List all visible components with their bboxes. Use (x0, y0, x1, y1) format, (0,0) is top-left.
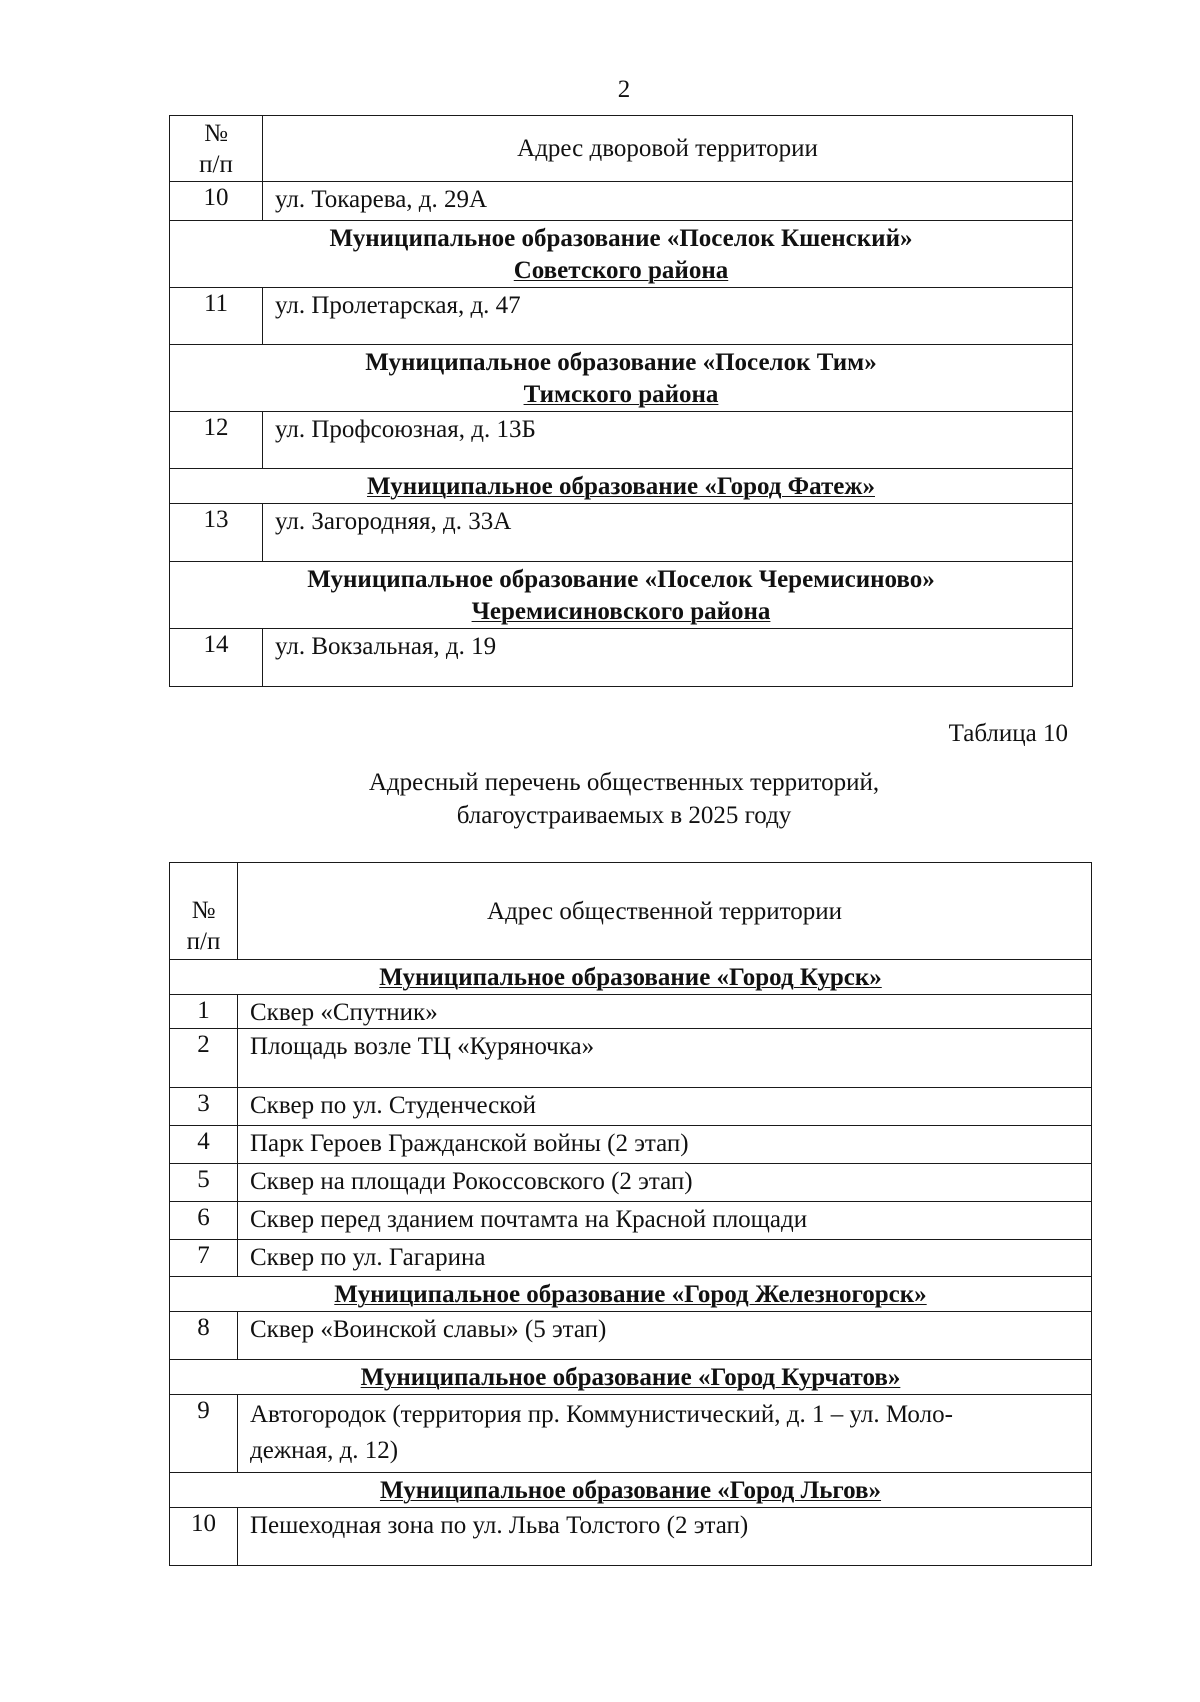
row-num: 10 (170, 1508, 238, 1566)
section-row (170, 469, 1073, 504)
row-address: Сквер «Воинской славы» (5 этап) (238, 1312, 1092, 1360)
table-row (170, 629, 1073, 687)
row-address: Площадь возле ТЦ «Куряночка» (238, 1029, 1092, 1088)
table-row (170, 504, 1073, 562)
yard-territory-table (169, 115, 1073, 687)
row-address: ул. Пролетарская, д. 47 (263, 288, 1073, 345)
row-address: Сквер по ул. Гагарина (238, 1240, 1092, 1277)
section-row (170, 960, 1092, 995)
page-number: 2 (617, 76, 631, 103)
row-address: Пешеходная зона по ул. Льва Толстого (2 этап) (238, 1508, 1092, 1566)
table-row (170, 1508, 1092, 1566)
table-row (170, 412, 1073, 469)
header-num: № п/п (170, 863, 238, 960)
row-num: 14 (170, 629, 263, 687)
row-address: Автогородок (территория пр. Коммунистический, д. 1 – ул. Моло- дежная, д. 12) (238, 1395, 1092, 1473)
caption-line: благоустраиваемых в 2025 году (456, 802, 792, 829)
row-address: ул. Загородняя, д. 33А (263, 504, 1073, 562)
row-num: 13 (170, 504, 263, 562)
table-row (170, 288, 1073, 345)
row-address: Сквер «Спутник» (238, 995, 1092, 1029)
section-row (170, 1277, 1092, 1312)
section-title: Муниципальное образование «Город Железногорск» (170, 1277, 1092, 1312)
header-title: Адрес дворовой территории (263, 116, 1073, 182)
row-address: Парк Героев Гражданской войны (2 этап) (238, 1126, 1092, 1164)
header-num: № п/п (170, 116, 263, 182)
row-address: ул. Токарева, д. 29А (263, 182, 1073, 221)
table-label: Таблица 10 (948, 720, 1068, 747)
table-caption (0, 766, 1200, 832)
section-row (170, 221, 1073, 288)
row-address: Сквер на площади Рокоссовского (2 этап) (238, 1164, 1092, 1202)
row-num: 9 (170, 1395, 238, 1473)
section-row (170, 562, 1073, 629)
section-title: Муниципальное образование «Город Фатеж» (170, 469, 1073, 504)
row-num: 2 (170, 1029, 238, 1088)
section-title: Муниципальное образование «Поселок Тим» Тимского района (170, 345, 1073, 412)
section-row (170, 1360, 1092, 1395)
section-title: Муниципальное образование «Поселок Кшенский» Советского района (170, 221, 1073, 288)
table-header-row (170, 863, 1092, 960)
table-header-row (170, 116, 1073, 182)
row-num: 6 (170, 1202, 238, 1240)
section-title: Муниципальное образование «Поселок Черемисиново» Черемисиновского района (170, 562, 1073, 629)
row-num: 11 (170, 288, 263, 345)
row-num: 10 (170, 182, 263, 221)
table-row (170, 1088, 1092, 1126)
header-title: Адрес общественной территории (238, 863, 1092, 960)
table-row (170, 1240, 1092, 1277)
row-address: Сквер по ул. Студенческой (238, 1088, 1092, 1126)
row-num: 7 (170, 1240, 238, 1277)
table-row (170, 1312, 1092, 1360)
section-title: Муниципальное образование «Город Курск» (170, 960, 1092, 995)
table-row (170, 1395, 1092, 1473)
row-address: ул. Вокзальная, д. 19 (263, 629, 1073, 687)
row-num: 8 (170, 1312, 238, 1360)
section-row (170, 345, 1073, 412)
section-title: Муниципальное образование «Город Курчатов» (170, 1360, 1092, 1395)
table-row (170, 182, 1073, 221)
section-title: Муниципальное образование «Город Льгов» (170, 1473, 1092, 1508)
table-row (170, 1029, 1092, 1088)
table-row (170, 1126, 1092, 1164)
table-row (170, 1202, 1092, 1240)
row-num: 3 (170, 1088, 238, 1126)
row-num: 5 (170, 1164, 238, 1202)
row-num: 12 (170, 412, 263, 469)
row-address: ул. Профсоюзная, д. 13Б (263, 412, 1073, 469)
section-row (170, 1473, 1092, 1508)
row-num: 1 (170, 995, 238, 1029)
caption-line: Адресный перечень общественных территорий, (368, 769, 880, 796)
public-territory-table (169, 862, 1092, 1566)
row-address: Сквер перед зданием почтамта на Красной площади (238, 1202, 1092, 1240)
table-row (170, 1164, 1092, 1202)
row-num: 4 (170, 1126, 238, 1164)
table-row (170, 995, 1092, 1029)
